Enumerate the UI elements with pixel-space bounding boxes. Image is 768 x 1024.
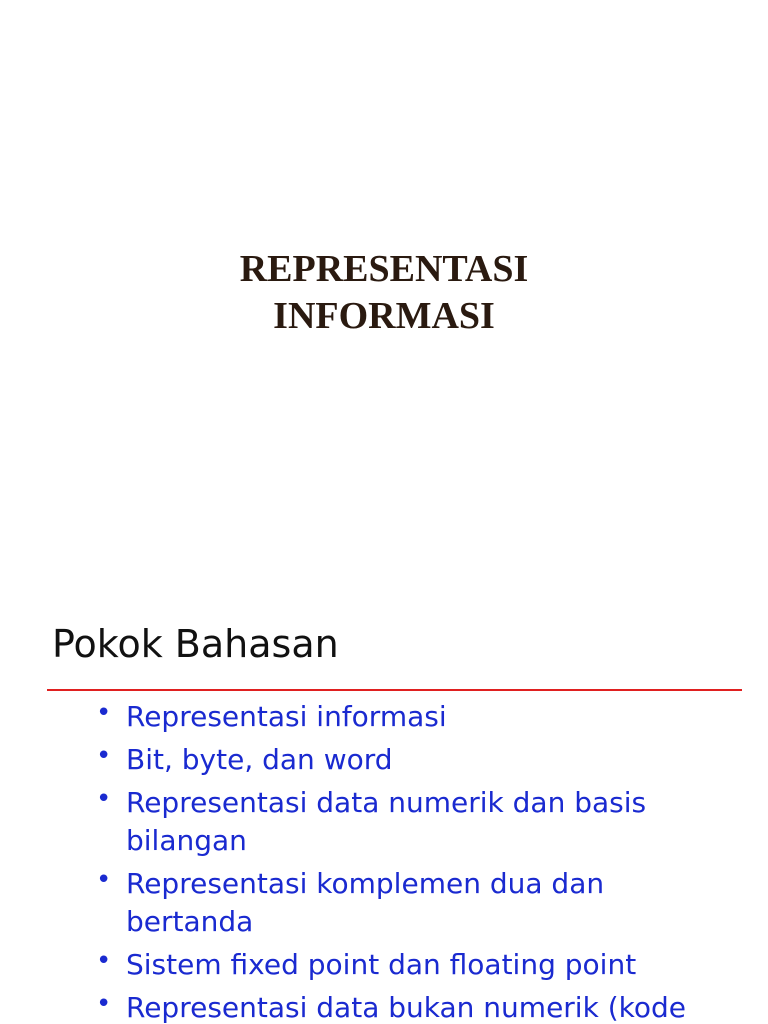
list-item-text: Representasi informasi xyxy=(126,700,447,733)
slide-title xyxy=(0,246,768,340)
section-heading: Pokok Bahasan xyxy=(52,622,339,666)
content-slide xyxy=(0,576,768,1024)
list-item-text: Representasi komplemen dua dan bertanda xyxy=(126,867,605,938)
bullet-icon: • xyxy=(96,865,112,895)
bullet-icon: • xyxy=(96,741,112,771)
heading-divider xyxy=(47,689,742,691)
slide-title-line-1: REPRESENTASI xyxy=(239,248,529,290)
list-item xyxy=(96,989,736,1024)
bullet-icon: • xyxy=(96,784,112,814)
topic-list xyxy=(96,698,736,1024)
list-item-text: Representasi data numerik dan basis bilangan xyxy=(126,786,647,857)
list-item-text: Bit, byte, dan word xyxy=(126,743,393,776)
list-item xyxy=(96,946,736,984)
list-item xyxy=(96,865,736,941)
list-item xyxy=(96,698,736,736)
bullet-icon: • xyxy=(96,989,112,1019)
list-item xyxy=(96,741,736,779)
list-item xyxy=(96,784,736,860)
bullet-icon: • xyxy=(96,946,112,976)
list-item-text: Sistem fixed point dan floating point xyxy=(126,948,637,981)
slide-title-line-2: INFORMASI xyxy=(273,295,495,337)
list-item-text: Representasi data bukan numerik (kode xyxy=(126,991,686,1024)
bullet-icon: • xyxy=(96,698,112,728)
